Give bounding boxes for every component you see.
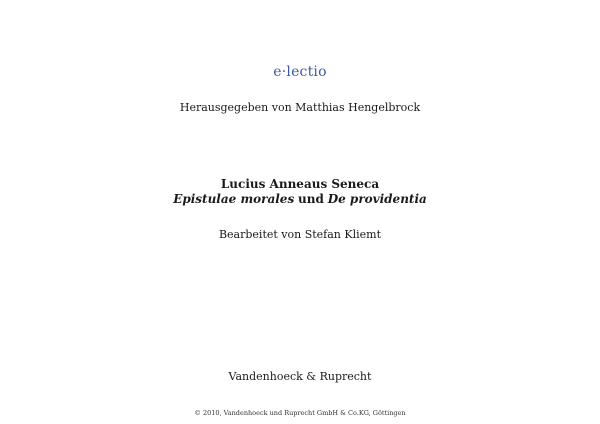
book-title-conjunction: und xyxy=(298,192,324,206)
book-author: Lucius Anneaus Seneca xyxy=(220,177,380,191)
copyright-notice: © 2010, Vandenhoeck und Ruprecht GmbH & Co.KG, Göttingen xyxy=(194,409,406,417)
book-title xyxy=(0,192,600,206)
book-title-part2: De providentia xyxy=(327,192,427,206)
series-name: e·lectio xyxy=(273,64,327,80)
series-editor-line: Herausgegeben von Matthias Hengelbrock xyxy=(179,101,421,114)
book-adapter-line: Bearbeitet von Stefan Kliemt xyxy=(218,228,382,241)
book-title-part1: Epistulae morales xyxy=(173,192,295,206)
publisher-name: Vandenhoeck & Ruprecht xyxy=(228,370,372,383)
